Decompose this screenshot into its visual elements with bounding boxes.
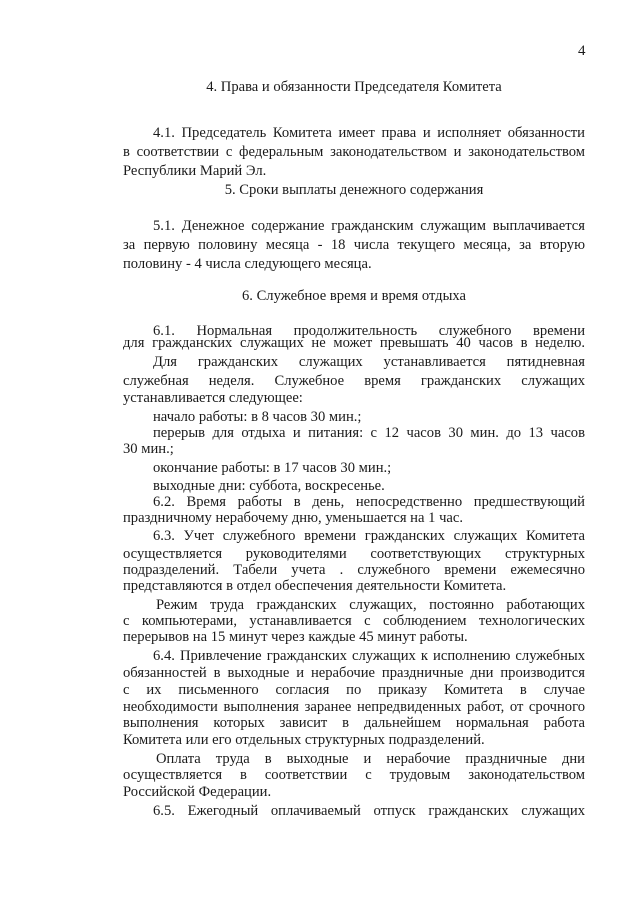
paragraph-line: 30 мин.;	[123, 441, 174, 457]
paragraph-line: необходимости выполнения заранее непредвиденных работ, от срочного	[123, 699, 585, 715]
paragraph-line: Республики Марий Эл.	[123, 163, 267, 179]
paragraph-line: 6.1. Нормальная продолжительность служебного времени	[153, 323, 585, 339]
paragraph-line: подразделений. Табели учета . служебного времени ежемесячно	[123, 562, 585, 578]
section-heading-6: 6. Служебное время и время отдыха	[241, 288, 466, 304]
paragraph-line: в соответствии с федеральным законодательством и законодательством	[123, 144, 585, 160]
paragraph-line: выходные дни: суббота, воскресенье.	[153, 478, 385, 494]
paragraph-line: Оплата труда в выходные и нерабочие праздничные дни	[156, 751, 585, 767]
paragraph-line: 6.3. Учет служебного времени гражданских служащих Комитета	[153, 528, 585, 544]
paragraph-line: перерывов на 15 минут через каждые 45 минут работы.	[123, 629, 468, 645]
paragraph-line: перерыв для отдыха и питания: с 12 часов 30 мин. до 13 часов	[153, 425, 585, 441]
paragraph-line: выполнения которых зависит в дальнейшем нормальная работа	[123, 715, 585, 731]
paragraph-line: осуществляется в соответствии с трудовым законодательством	[123, 767, 585, 783]
paragraph-line: праздничному нерабочему дню, уменьшается на 1 час.	[123, 510, 464, 526]
paragraph-line: за первую половину месяца - 18 числа текущего месяца, за вторую	[123, 237, 585, 253]
paragraph-line: 6.2. Время работы в день, непосредственно предшествующий	[153, 494, 585, 510]
paragraph-line: окончание работы: в 17 часов 30 мин.;	[153, 460, 392, 476]
section-heading-4: 4. Права и обязанности Председателя Комитета	[206, 79, 502, 95]
section-heading-5: 5. Сроки выплаты денежного содержания	[224, 182, 484, 198]
page-number: 4	[578, 43, 586, 59]
paragraph-line: 4.1. Председатель Комитета имеет права и исполняет обязанности	[153, 125, 585, 141]
paragraph-line: служебная неделя. Служебное время гражданских служащих	[123, 373, 585, 389]
paragraph-line: для гражданских служащих не может превышать 40 часов в неделю.	[123, 335, 585, 351]
paragraph-line: Для гражданских служащих устанавливается пятидневная	[153, 354, 585, 370]
paragraph-line: с их письменного согласия по приказу Комитета в случае	[123, 682, 585, 698]
paragraph-line: Комитета или его отдельных структурных подразделений.	[123, 732, 485, 748]
paragraph-line: представляются в отдел обеспечения деятельности Комитета.	[123, 578, 507, 594]
paragraph-line: 5.1. Денежное содержание гражданским служащим выплачивается	[153, 218, 585, 234]
paragraph-line: обязанностей в выходные и нерабочие праздничные дни производится	[123, 665, 585, 681]
paragraph-line: 6.4. Привлечение гражданских служащих к исполнению служебных	[153, 648, 585, 664]
paragraph-line: 6.5. Ежегодный оплачиваемый отпуск гражданских служащих	[153, 803, 585, 819]
paragraph-line: Режим труда гражданских служащих, постоянно работающих	[156, 597, 585, 613]
paragraph-line: с компьютерами, устанавливается с соблюдением технологических	[123, 613, 585, 629]
paragraph-line: устанавливается следующее:	[123, 390, 303, 406]
paragraph-line: половину - 4 числа следующего месяца.	[123, 256, 372, 272]
paragraph-line: начало работы: в 8 часов 30 мин.;	[153, 409, 362, 425]
paragraph-line: Российской Федерации.	[123, 784, 272, 800]
paragraph-line: осуществляется руководителями соответствующих структурных	[123, 546, 585, 562]
